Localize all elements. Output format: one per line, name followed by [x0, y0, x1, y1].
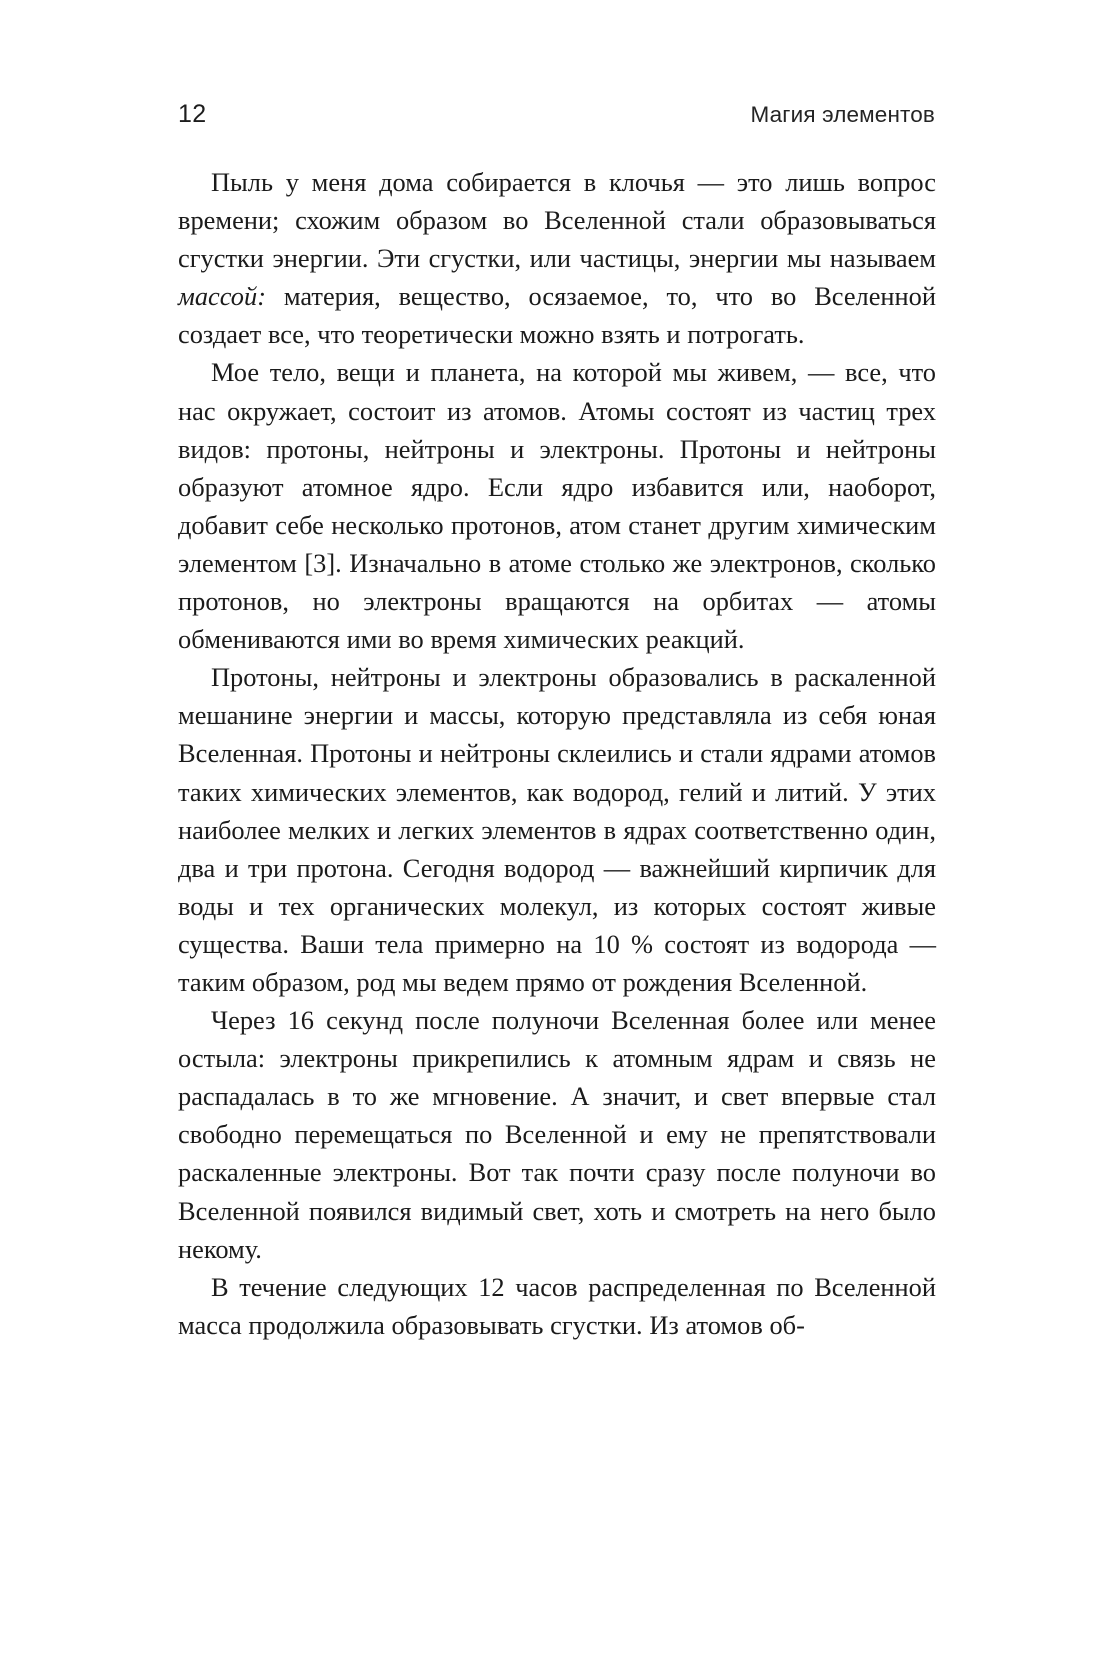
text-run: состоят из водорода — таким образом, род мы ведем прямо от рождения Вселенной. — [178, 928, 936, 997]
paragraph — [178, 353, 936, 658]
page-number: 12 — [178, 100, 207, 128]
paragraph — [178, 658, 936, 1001]
paragraph — [178, 1001, 936, 1268]
running-header — [178, 100, 935, 134]
nowrap-text: 10 % — [593, 928, 654, 959]
emphasis-text: массой: — [178, 281, 266, 312]
text-run: Протоны, нейтроны и электроны образовались в раскаленной мешанине энергии и массы, которую представляла из себя юная Вселенная. Протоны и нейтроны склеились и стали ядрами атомов таких химических элементов, как водород, гелий и литий. У этих наиболее мелких и легких элементов в ядрах соответственно один, два и три протона. Сегодня водород — важнейший кирпичик для воды и тех органических молекул, из которых состоят живые существа. Ваши тела примерно на — [178, 662, 936, 959]
text-run: Мое тело, вещи и планета, на которой мы живем, — все, что нас окружает, состоит из атомов. Атомы состоят из частиц трех видов: протоны, нейтроны и электроны. Протоны и нейтроны образуют атомное ядро. Если ядро избавится или, наоборот, добавит себе несколько протонов, атом станет другим химическим элементом [3]. Изначально в атоме столько же электронов, сколько протонов, но электроны вращаются на орбитах — атомы обмениваются ими во время химических реакций. — [178, 357, 936, 655]
text-run: В течение следующих 12 часов распределенная по Вселенной масса продолжила образовывать сгустки. Из атомов об- — [178, 1271, 936, 1340]
body-text-block — [178, 163, 936, 1344]
running-title: Магия элементов — [750, 102, 935, 127]
text-run: материя, вещество, осязаемое, то, что во Вселенной создает все, что теоретически можно взять и потрогать. — [178, 281, 936, 350]
text-run: Пыль у меня дома собирается в клочья — это лишь вопрос времени; схожим образом во Вселенной стали образовываться сгустки энергии. Эти сгустки, или частицы, энергии мы называем — [178, 167, 936, 274]
paragraph — [178, 1268, 936, 1344]
text-run: Через 16 секунд после полуночи Вселенная более или менее остыла: электроны прикрепились к атомным ядрам и связь не распадалась в то же мгновение. А значит, и свет впервые стал свободно перемещаться по Вселенной и ему не препятствовали раскаленные электроны. Вот так почти сразу после полуночи во Вселенной появился видимый свет, хоть и смотреть на него было некому. — [178, 1005, 936, 1264]
paragraph — [178, 163, 936, 353]
